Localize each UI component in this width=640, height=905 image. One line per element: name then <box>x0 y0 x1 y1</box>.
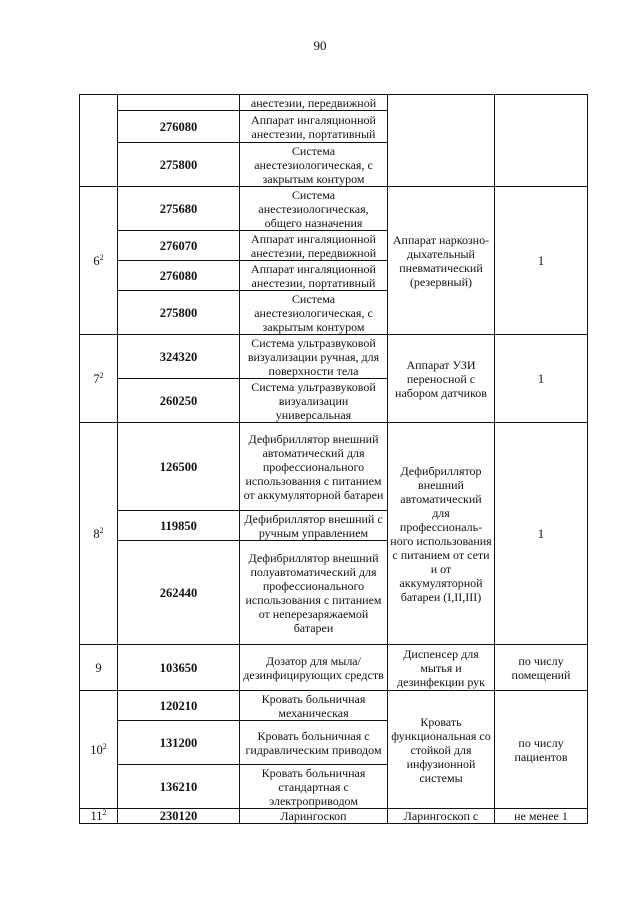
quantity-cell: не менее 1 <box>495 809 588 824</box>
row-number: 8 <box>93 526 100 541</box>
code-cell: 103650 <box>118 645 240 691</box>
code-cell: 275800 <box>118 143 240 187</box>
code-cell: 230120 <box>118 809 240 824</box>
code-cell: 126500 <box>118 423 240 511</box>
name-cell: Аппарат ингаляционной анестезии, портативный <box>240 261 388 291</box>
row-number-superscript: 2 <box>99 525 104 535</box>
name-cell: Дефибриллятор внешний автоматический для профессионального использования с питанием от аккумуляторной батареи <box>240 423 388 511</box>
table-row <box>80 645 588 691</box>
code-cell: 324320 <box>118 335 240 379</box>
row-number-cell <box>80 335 118 423</box>
code-cell: 260250 <box>118 379 240 423</box>
name-cell: Кровать больничная механическая <box>240 691 388 721</box>
row-number: 6 <box>93 253 100 268</box>
row-number-cell <box>80 423 118 645</box>
name-cell: Система анестезиологическая, с закрытым контуром <box>240 291 388 335</box>
name-cell: Кровать больничная стандартная с электроприводом <box>240 765 388 809</box>
name-cell: Система ультразвуковой визуализации универсальная <box>240 379 388 423</box>
code-cell: 276070 <box>118 231 240 261</box>
row-number: 10 <box>90 742 103 757</box>
row-number-cell <box>80 187 118 335</box>
code-cell: 275680 <box>118 187 240 231</box>
name-cell: Система ультразвуковой визуализации ручная, для поверхности тела <box>240 335 388 379</box>
name-cell: Аппарат ингаляционной анестезии, передвижной <box>240 231 388 261</box>
table-row <box>80 809 588 824</box>
code-cell: 136210 <box>118 765 240 809</box>
code-cell: 276080 <box>118 111 240 143</box>
row-number-cell <box>80 645 118 691</box>
table-row <box>80 187 588 231</box>
row-number: 9 <box>95 660 102 675</box>
code-cell: 120210 <box>118 691 240 721</box>
requirement-cell: Аппарат наркозно-дыхательный пневматический (резервный) <box>388 187 495 335</box>
name-cell: Кровать больничная с гидравлическим приводом <box>240 721 388 765</box>
row-number-cell <box>80 95 118 187</box>
table-row <box>80 335 588 379</box>
code-cell: 131200 <box>118 721 240 765</box>
requirement-cell: Аппарат УЗИ переносной с набором датчиков <box>388 335 495 423</box>
code-cell: 262440 <box>118 541 240 645</box>
row-number-superscript: 2 <box>99 370 104 380</box>
page-number: 90 <box>313 38 327 53</box>
row-number-superscript: 2 <box>102 741 107 751</box>
quantity-cell: 1 <box>495 423 588 645</box>
code-cell: 119850 <box>118 511 240 541</box>
quantity-cell: по числу помещений <box>495 645 588 691</box>
row-number: 11 <box>90 809 103 823</box>
requirement-cell <box>388 95 495 187</box>
quantity-cell: по числу пациентов <box>495 691 588 809</box>
row-number: 7 <box>93 371 100 386</box>
row-number-cell <box>80 691 118 809</box>
requirement-cell: Ларингоскоп с <box>388 809 495 824</box>
code-cell <box>118 95 240 111</box>
name-cell: Система анестезиологическая, общего назначения <box>240 187 388 231</box>
row-number-superscript: 2 <box>102 808 107 817</box>
code-cell: 275800 <box>118 291 240 335</box>
name-cell: Аппарат ингаляционной анестезии, портативный <box>240 111 388 143</box>
requirement-cell: Кровать функциональная со стойкой для инфузионной системы <box>388 691 495 809</box>
quantity-cell: 1 <box>495 187 588 335</box>
table-row <box>80 95 588 111</box>
name-cell: анестезии, передвижной <box>240 95 388 111</box>
name-cell: Ларингоскоп <box>240 809 388 824</box>
name-cell: Система анестезиологическая, с закрытым контуром <box>240 143 388 187</box>
table-row <box>80 423 588 511</box>
row-number-superscript: 2 <box>99 252 104 262</box>
requirement-cell: Диспенсер для мытья и дезинфекции рук <box>388 645 495 691</box>
quantity-cell: 1 <box>495 335 588 423</box>
code-cell: 276080 <box>118 261 240 291</box>
name-cell: Дозатор для мыла/ дезинфицирующих средств <box>240 645 388 691</box>
name-cell: Дефибриллятор внешний с ручным управлением <box>240 511 388 541</box>
quantity-cell <box>495 95 588 187</box>
table-row <box>80 691 588 721</box>
requirement-cell: Дефибриллятор внешний автоматический для профессиональ-ного использования с питанием от сети и от аккумуляторной батареи (I,II,III) <box>388 423 495 645</box>
name-cell: Дефибриллятор внешний полуавтоматический для профессионального использования с питанием от неперезаряжаемой батареи <box>240 541 388 645</box>
equipment-table <box>79 94 588 824</box>
row-number-cell <box>80 809 118 824</box>
